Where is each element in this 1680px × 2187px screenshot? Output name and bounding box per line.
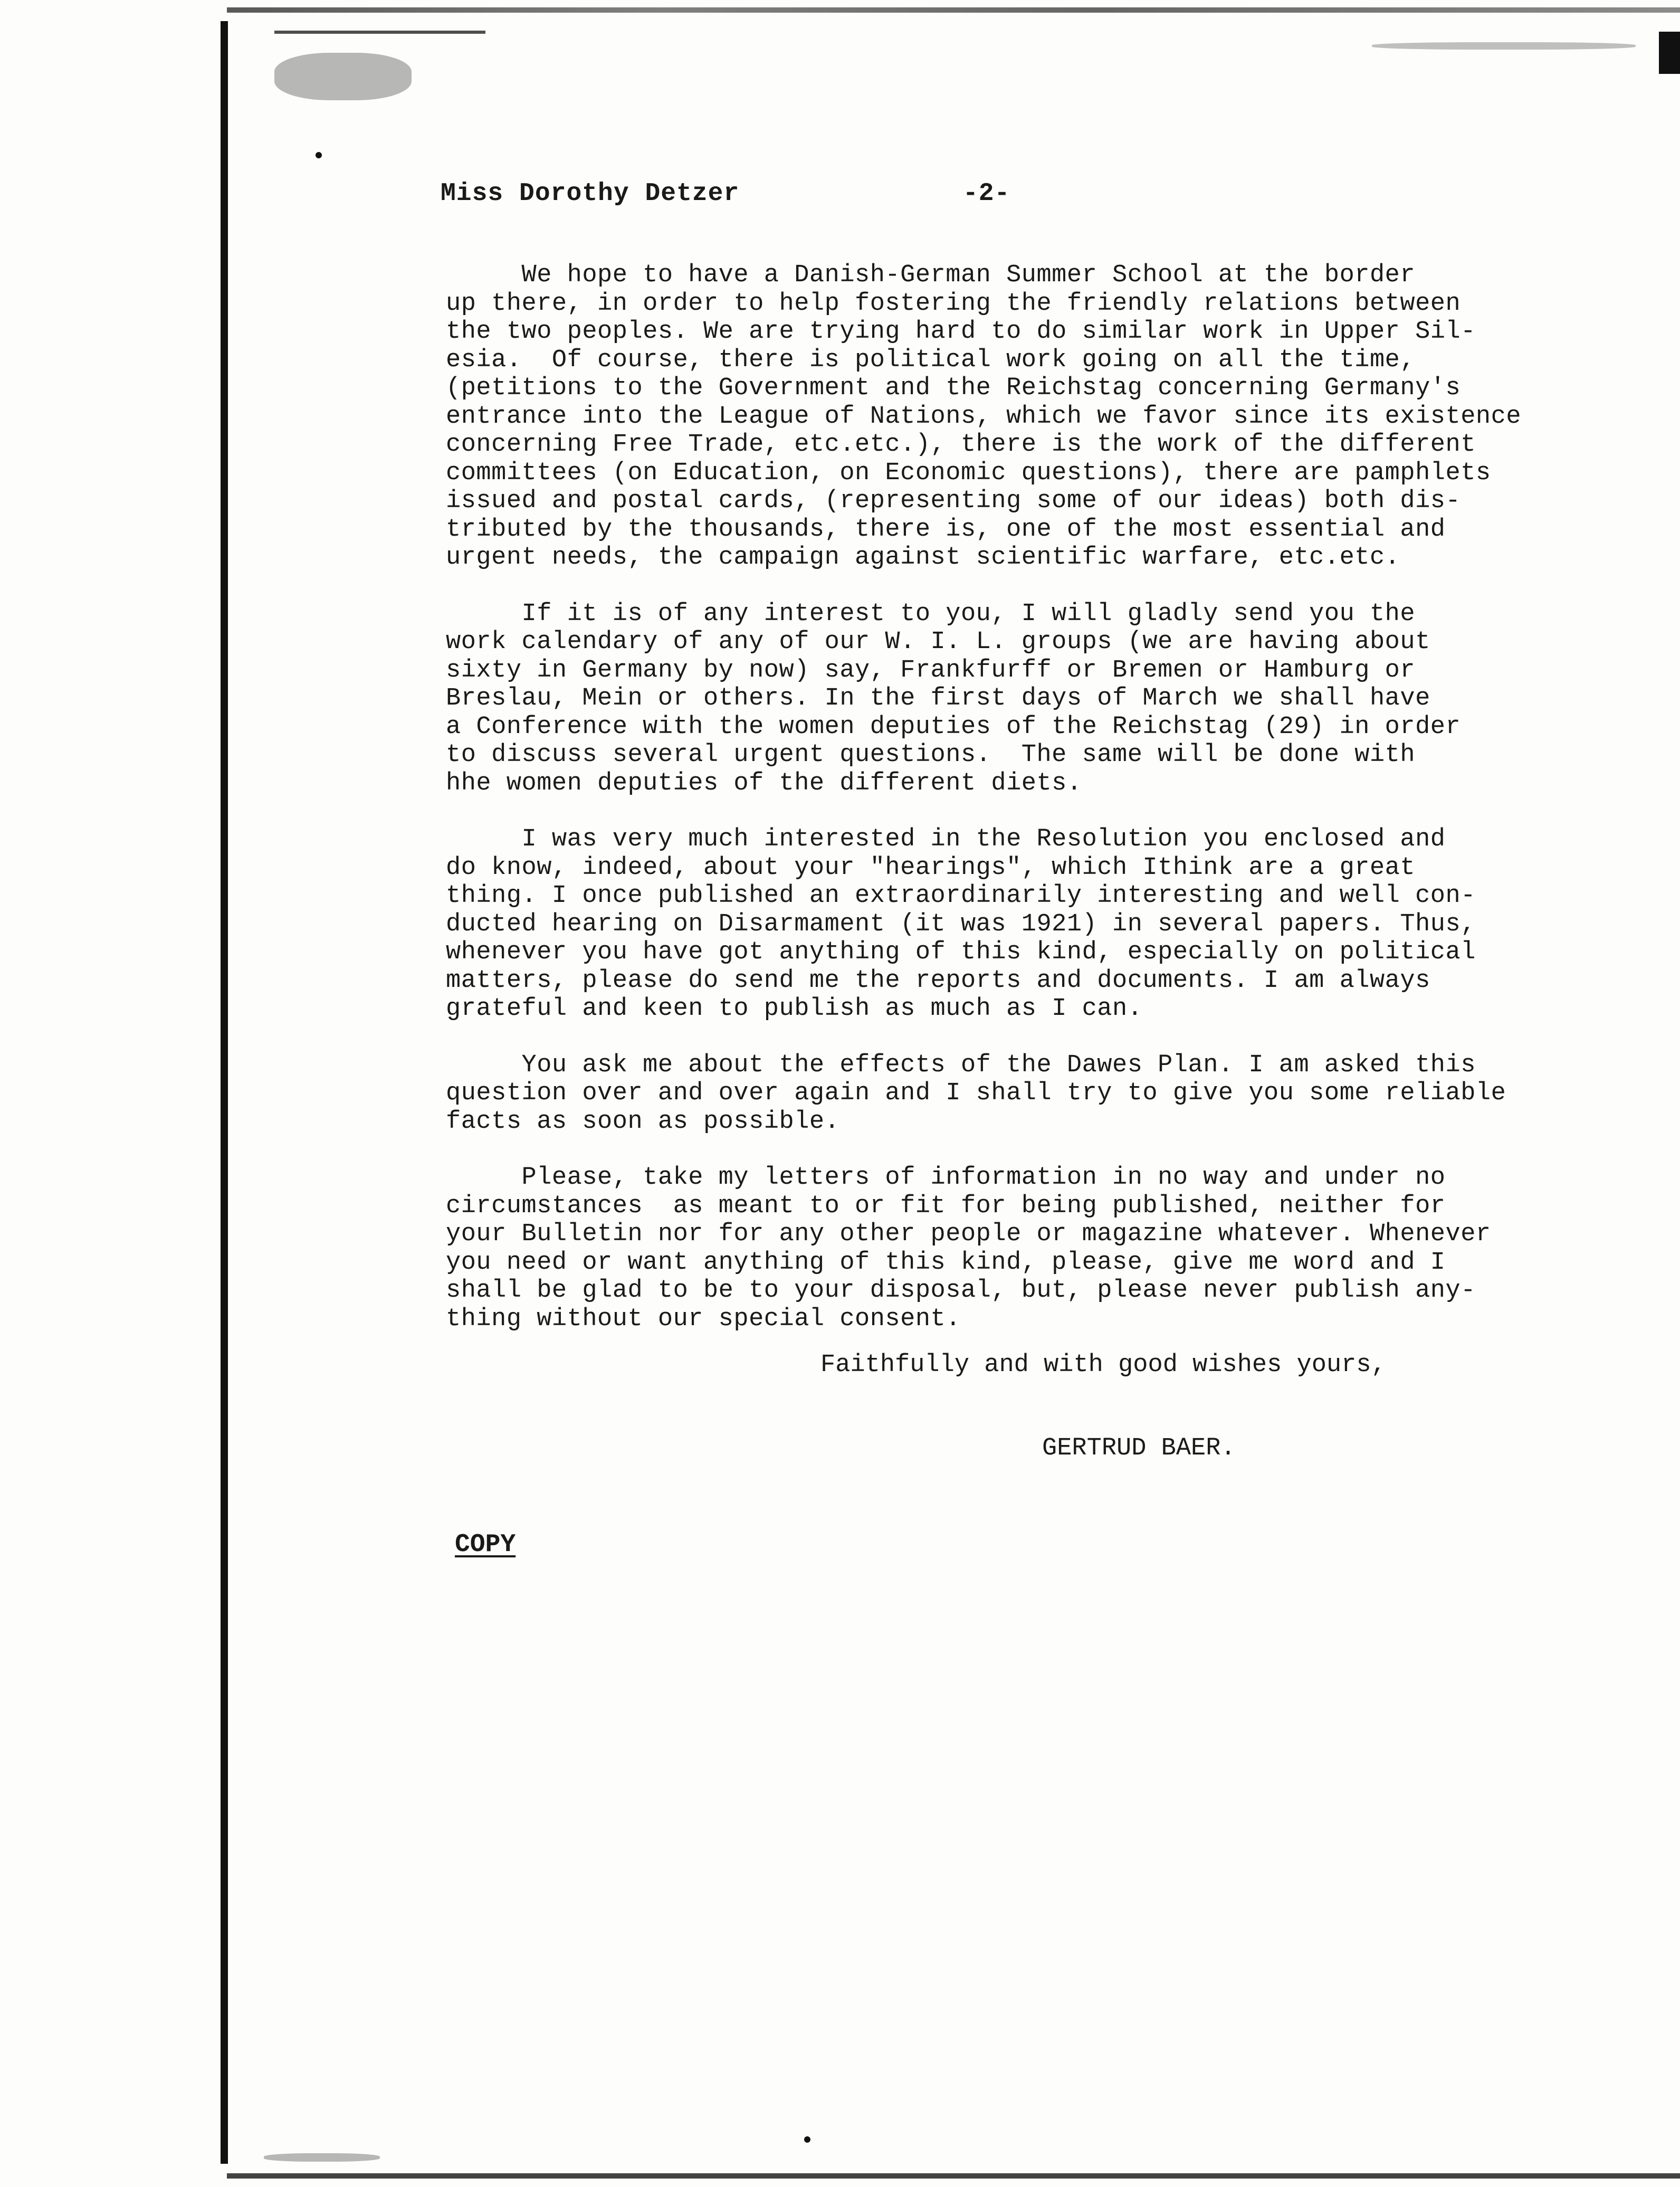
scan-edge-top bbox=[227, 7, 1680, 13]
text-line: sixty in Germany by now) say, Frankfurff or Bremen or Hamburg or bbox=[446, 656, 1416, 684]
text-line: your Bulletin nor for any other people or magazine whatever. Whenever bbox=[446, 1220, 1491, 1248]
text-line: shall be glad to be to your disposal, but, please never publish any- bbox=[446, 1277, 1476, 1305]
text-line: whenever you have got anything of this kind, especially on political bbox=[446, 938, 1476, 966]
addressee: Miss Dorothy Detzer bbox=[441, 179, 740, 208]
text-line: tributed by the thousands, there is, one of the most essential and bbox=[446, 515, 1446, 544]
scan-edge-left bbox=[221, 21, 228, 2164]
text-line: a Conference with the women deputies of the Reichstag (29) in order bbox=[446, 712, 1461, 741]
text-line: thing. I once published an extraordinarily interesting and well con- bbox=[446, 882, 1476, 910]
text-line: grateful and keen to publish as much as I can. bbox=[446, 995, 1143, 1023]
text-line: circumstances as meant to or fit for being published, neither for bbox=[446, 1192, 1446, 1220]
paragraph bbox=[446, 600, 1649, 798]
text-line: hhe women deputies of the different diets. bbox=[446, 769, 1082, 797]
scan-edge-bottom bbox=[227, 2173, 1680, 2179]
text-line: esia. Of course, there is political work going on all the time, bbox=[446, 346, 1416, 374]
scan-smudge-bottom-left bbox=[264, 2153, 380, 2162]
text-line: You ask me about the effects of the Dawes Plan. I am asked this bbox=[446, 1051, 1476, 1079]
text-line: urgent needs, the campaign against scientific warfare, etc.etc. bbox=[446, 544, 1400, 572]
scan-mark-top-left bbox=[274, 31, 485, 34]
text-line: facts as soon as possible. bbox=[446, 1107, 840, 1136]
paragraph bbox=[446, 261, 1649, 572]
paragraph bbox=[446, 825, 1649, 1023]
signature: GERTRUD BAER. bbox=[1042, 1434, 1236, 1462]
scan-edge-right bbox=[1659, 32, 1680, 74]
text-line: Please, take my letters of information in no way and under no bbox=[446, 1164, 1446, 1192]
text-line: you need or want anything of this kind, please, give me word and I bbox=[446, 1248, 1446, 1277]
text-line: If it is of any interest to you, I will gladly send you the bbox=[446, 600, 1416, 628]
text-line: Breslau, Mein or others. In the first days of March we shall have bbox=[446, 684, 1430, 712]
text-line: (petitions to the Government and the Reichstag concerning Germany's bbox=[446, 374, 1461, 402]
text-line: I was very much interested in the Resolution you enclosed and bbox=[446, 825, 1446, 853]
ink-dot bbox=[316, 152, 322, 158]
ink-dot bbox=[804, 2136, 810, 2143]
text-line: do know, indeed, about your "hearings", which Ithink are a great bbox=[446, 853, 1416, 882]
text-line: work calendary of any of our W. I. L. groups (we are having about bbox=[446, 628, 1430, 656]
page-number: -2- bbox=[963, 179, 1010, 208]
paragraph bbox=[446, 1051, 1649, 1136]
text-line: committees (on Education, on Economic questions), there are pamphlets bbox=[446, 459, 1491, 487]
text-line: up there, in order to help fostering the friendly relations between bbox=[446, 289, 1461, 318]
letter-header bbox=[441, 179, 1074, 211]
copy-label: COPY bbox=[455, 1530, 516, 1559]
text-line: question over and over again and I shall try to give you some reliable bbox=[446, 1079, 1506, 1107]
text-line: ducted hearing on Disarmament (it was 1921) in several papers. Thus, bbox=[446, 910, 1476, 938]
scan-smudge-top-left bbox=[274, 53, 412, 100]
text-line: to discuss several urgent questions. The same will be done with bbox=[446, 741, 1416, 769]
letter-body bbox=[446, 261, 1649, 1361]
text-line: the two peoples. We are trying hard to do similar work in Upper Sil- bbox=[446, 318, 1476, 346]
text-line: entrance into the League of Nations, which we favor since its existence bbox=[446, 402, 1522, 431]
text-line: thing without our special consent. bbox=[446, 1305, 961, 1333]
paragraph bbox=[446, 1164, 1649, 1333]
text-line: matters, please do send me the reports and documents. I am always bbox=[446, 966, 1430, 995]
text-line: issued and postal cards, (representing some of our ideas) both dis- bbox=[446, 487, 1461, 515]
closing-line: Faithfully and with good wishes yours, bbox=[820, 1351, 1386, 1379]
scan-smudge-top-right bbox=[1372, 42, 1636, 50]
text-line: We hope to have a Danish-German Summer School at the border bbox=[446, 261, 1416, 289]
text-line: concerning Free Trade, etc.etc.), there is the work of the different bbox=[446, 431, 1476, 459]
